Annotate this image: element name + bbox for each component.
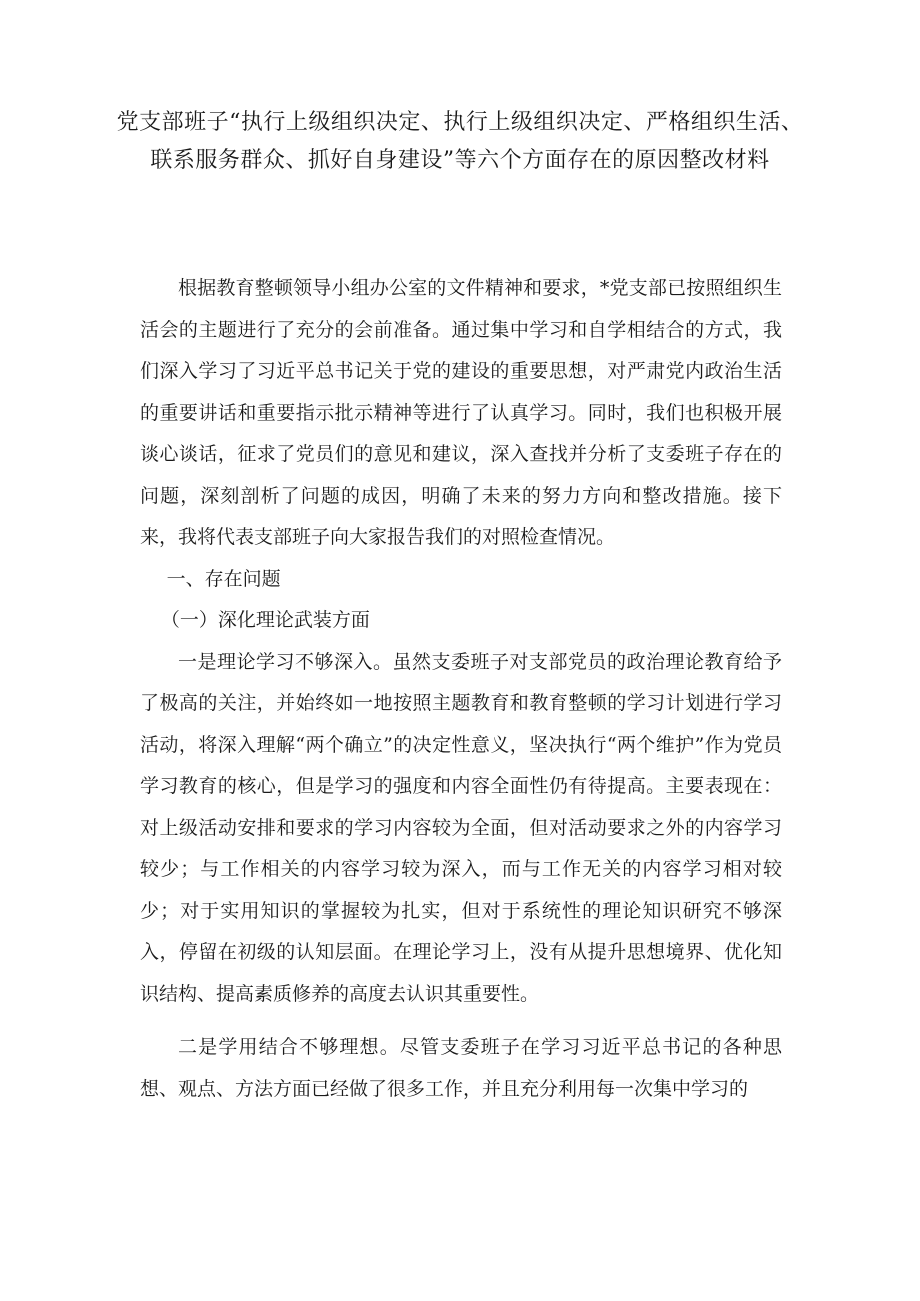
intro-paragraph: 根据教育整顿领导小组办公室的文件精神和要求，*党支部已按照组织生活会的主题进行了充分的会前准备。通过集中学习和自学相结合的方式，我们深入学习了习近平总书记关于党的建设的重要思想，对严肃党内政治生活的重要讲话和重要指示批示精神等进行了认真学习。同时，我们也积极开展谈心谈话，征求了党员们的意见和建议，深入查找并分析了支委班子存在的问题，深刻剖析了问题的成因，明确了未来的努力方向和整改措施。接下来，我将代表支部班子向大家报告我们的对照检查情况。 [140, 277, 782, 548]
point-one-paragraph: 一是理论学习不够深入。虽然支委班子对支部党员的政治理论教育给予了极高的关注，并始终如一地按照主题教育和教育整顿的学习计划进行学习活动，将深入理解“两个确立”的决定性意义，坚决执行“两个维护”作为党员学习教育的核心，但是学习的强度和内容全面性仍有待提高。主要表现在：对上级活动安排和要求的学习内容较为全面，但对活动要求之外的内容学习较少；与工作相关的内容学习较为深入，而与工作无关的内容学习相对较少；对于实用知识的掌握较为扎实，但对于系统性的理论知识研究不够深入，停留在初级的认知层面。在理论学习上，没有从提升思想境界、优化知识结构、提高素质修养的高度去认识其重要性。 [140, 650, 782, 1005]
subsection-heading: （一）深化理论武装方面 [160, 609, 370, 631]
document-title: 党支部班子“执行上级组织决定、执行上级组织决定、严格组织生活、联系服务群众、抓好自身建设”等六个方面存在的原因整改材料 [116, 110, 804, 173]
point-two-paragraph: 二是学用结合不够理想。尽管支委班子在学习习近平总书记的各种思想、观点、方法方面已经做了很多工作，并且充分利用每一次集中学习的 [140, 1036, 782, 1100]
section-heading: 一、存在问题 [166, 567, 281, 590]
document-body [140, 268, 782, 1110]
